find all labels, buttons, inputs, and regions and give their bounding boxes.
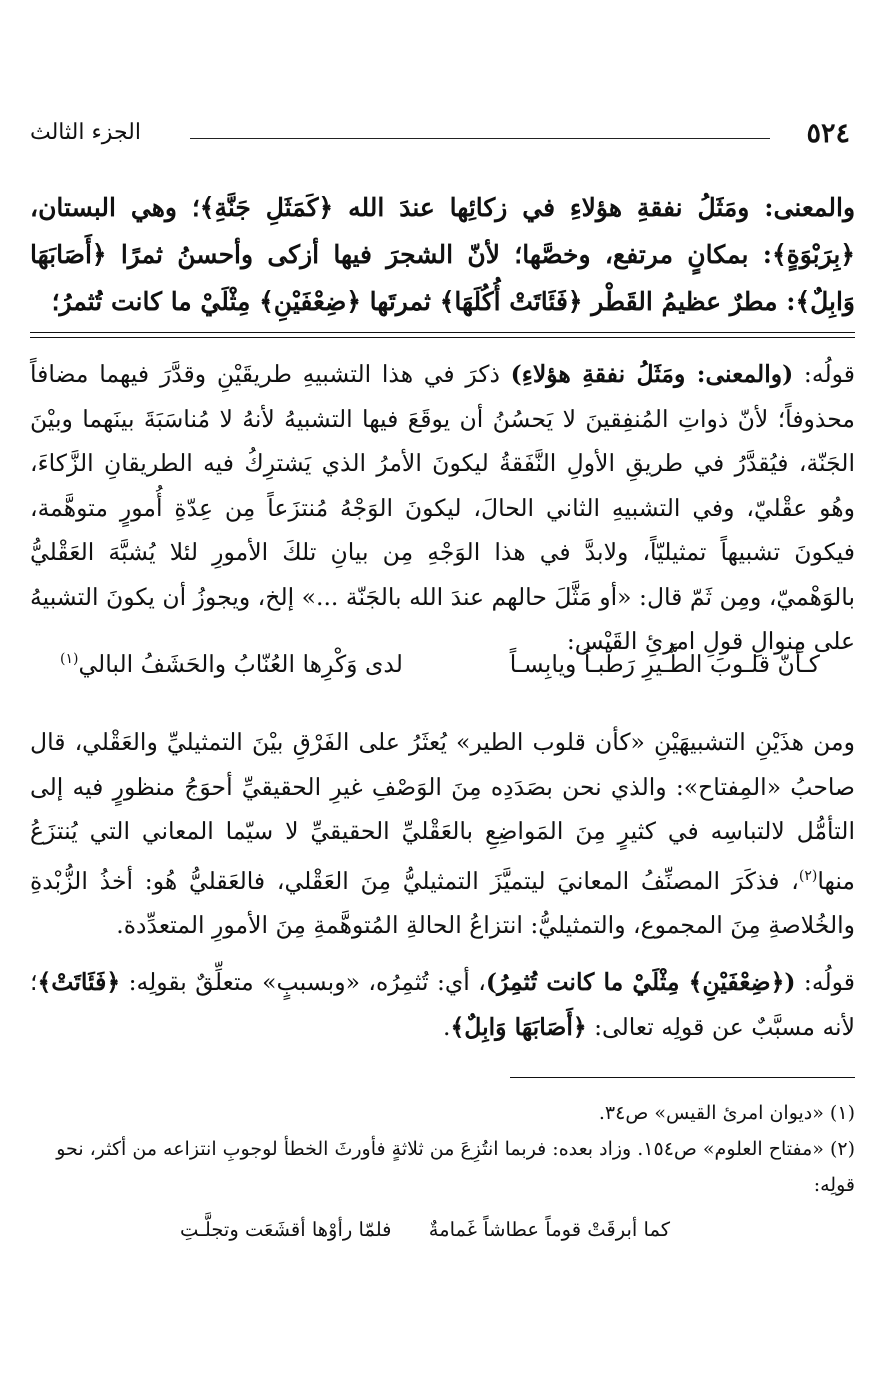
- matn-run: في زكائِها عندَ الله: [333, 193, 570, 222]
- quran-quote: ﴿ضِعْفَيْنِ﴾: [259, 287, 361, 316]
- quran-quote: ﴿أَصَابَهَا وَابِلٌ﴾: [450, 1012, 587, 1041]
- verse-text: لدى وَكْرِها العُنّابُ والحَشَفُ البالي: [78, 650, 403, 678]
- commentary-text: [30, 960, 855, 1049]
- page-header: [30, 118, 850, 158]
- footnote-marker: (١): [60, 651, 79, 668]
- matn-run: : مطرٌ عظيمُ القَطْر: [582, 287, 796, 316]
- commentary-lemma: (والمعنى: ومَثَلُ نفقةِ هؤلاءِ): [510, 360, 794, 388]
- commentary-paragraph-3: [30, 960, 855, 1049]
- footnote-marker: (٢): [798, 867, 818, 884]
- commentary-paragraph-1: [30, 352, 855, 664]
- matn-lemma: والمعنى: ومَثَلُ نفقةِ هؤلاءِ: [569, 193, 856, 222]
- matn-paragraph: [30, 184, 855, 325]
- commentary-lead: قولُه:: [795, 968, 855, 996]
- commentary-run: ومن هذَيْنِ التشبيهَيْنِ «كأن قلوب الطير» يُعثَرُ على الفَرْقِ بيْنَ التمثيليِّ والعَقْلي، قال صاحبُ «المِفتاح»: والذي نحن بصَدَدِه مِنَ الوَصْفِ غيرِ الحقيقيِّ أحوَجُ منظورٍ فيه إلى التأمُّل لالتباسِه في كثيرٍ مِنَ المَواضِعِ بالعَقْليِّ الحقيقيِّ لا سيّما المعاني التي يُنتزَعُ منها: [30, 728, 855, 895]
- commentary-text: [30, 352, 855, 664]
- commentary-run: ، فذكَرَ المصنِّفُ المعانيَ ليتميَّزَ التمثيليُّ مِنَ العَقْلي، فالعَقليُّ هُو: أخذُ الزُّبْدةِ والخُلاصةِ مِنَ المجموع، والتمثيليُّ: انتزاعُ الحالةِ المُتوهَّمةِ مِنَ الأمورِ المتعدِّدة.: [30, 866, 855, 939]
- commentary-run: ، أي: تُثمِرُه، «وبسببٍ» متعلِّقٌ بقولِه:: [120, 968, 486, 996]
- verse-second-hemistich: فلمّا رأوْها أقشَعَت وتجلَّـتِ: [180, 1218, 392, 1241]
- matn-text: [30, 184, 855, 325]
- running-title: الجزء الثالث: [30, 120, 141, 145]
- commentary-text: [30, 720, 855, 947]
- footnote-2: (٢) «مفتاح العلوم» ص١٥٤. وزاد بعده: فربما انتُزِعَ من ثلاثةٍ فأورثَ الخطأ لوجوبِ انتزاعه من أكثر، نحو قولِه:: [56, 1138, 855, 1196]
- commentary-paragraph-2: [30, 720, 855, 947]
- matn-run: ثمرتَها: [360, 287, 440, 316]
- matn-run: : بمكانٍ مرتفع، وخصَّها؛ لأنّ الشجرَ فيها أزكى وأحسنُ ثمرًا: [106, 240, 772, 269]
- poetry-verse: [60, 650, 820, 694]
- quran-quote: ﴿بِرَبْوَةٍ﴾: [771, 240, 855, 269]
- header-rule: [190, 138, 770, 139]
- footnotes: [30, 1095, 855, 1203]
- verse-first-hemistich: [510, 650, 820, 678]
- quran-quote: ﴿فَئَاتَتْ﴾: [37, 968, 121, 996]
- commentary-run: .: [443, 1012, 451, 1041]
- verse-first-hemistich: كما أبرقَتْ قوماً عطاشاً غَمامةٌ: [428, 1218, 670, 1241]
- commentary-run: ؛ لأنه مسبَّبٌ عن قولِه تعالى:: [30, 968, 855, 1041]
- matn-separator: [30, 332, 855, 338]
- verse-second-hemistich: [60, 650, 403, 678]
- matn-run: مِثْلَيْ ما كانت تُثمرُ؛: [51, 287, 260, 316]
- footnote-1: (١) «ديوان امرئ القيس» ص٣٤.: [598, 1102, 855, 1124]
- page-number: ٥٢٤: [806, 118, 850, 149]
- quran-quote: ﴿أَصَابَهَا وَابِلٌ﴾: [30, 240, 855, 316]
- footnote-verse: [180, 1218, 670, 1254]
- footnote-separator: [510, 1077, 855, 1078]
- verse-text: كـأنّ قلـوبَ الطَّـيرِ رَطْبـاً ويابِسـاً: [509, 650, 820, 678]
- commentary-lemma: (﴿ضِعْفَيْنِ﴾ مِثْلَيْ ما كانت تُثمِرُ): [485, 968, 796, 996]
- commentary-lead: قولُه:: [793, 360, 855, 388]
- matn-run: ؛ وهي البستان،: [30, 193, 200, 222]
- quran-quote: ﴿كَمَثَلِ جَنَّةِ﴾: [199, 193, 334, 222]
- quran-quote: ﴿فَئَاتَتْ أُكُلَهَا﴾: [439, 287, 583, 316]
- commentary-run: ذكرَ في هذا التشبيهِ طريقَيْنِ وقدَّرَ فيهما مضافاً محذوفاً؛ لأنّ ذواتِ المُنفِقينَ لا يَحسُنُ أن يوقَعَ فيها التشبيهُ لأنهُ لا مُناسَبَةَ بينَهما وبيْنَ الجَنّة، فيُقدَّرُ في طريقِ الأولِ النَّفَقةُ ليكونَ الأمرُ الذي يَشترِكُ فيه الطريقانِ الزَّكاءَ، وهُو عقْليّ، وفي التشبيهِ الثاني الحالَ، ليكونَ الوَجْهُ مُنتزَعاً مِن عِدّةِ أُمورٍ متوهَّمة، فيكونَ تشبيهاً تمثيليّاً، ولابدَّ في هذا الوَجْهِ مِن بيانِ تلكَ الأمورِ لئلا يُشبَّهَ العَقْليُّ بالوَهْميّ، ومِن ثَمّ قال: «أو مَثَّلَ حالهم عندَ الله بالجَنّة ...» إلخ، ويجوزُ أن يكونَ التشبيهُ على مِنوالِ قولِ امرئِ القَيْس:: [30, 360, 855, 655]
